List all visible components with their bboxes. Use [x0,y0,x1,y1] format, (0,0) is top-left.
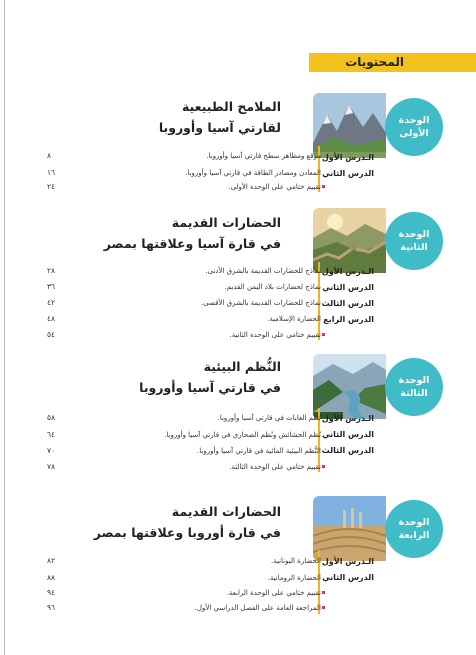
entry-text: تقييم ختامي على الوحدة الرابعة. [226,589,321,597]
page-number: ٦٤ [47,430,56,439]
unit-2-badge: الوحدة الثانية [385,212,443,270]
toc-entry[interactable] [0,296,476,310]
page-number: ٧٠ [47,446,56,455]
entry-text: موقع ومظاهر سطح قارتي آسيا وأوروبا. [206,152,321,160]
amphitheater-photo [313,496,386,561]
toc-entry[interactable] [0,411,476,425]
page-number: ١٦ [47,168,56,177]
entry-text: الحضارة اليونانية. [271,557,321,565]
page-number: ٥٤ [47,330,56,339]
page-number: ٢٤ [47,182,56,191]
toc-entry[interactable] [0,280,476,294]
entry-text: تقييم ختامي على الوحدة الأولى. [228,183,321,191]
toc-entry[interactable] [0,586,476,600]
page-title: المحتويات [345,55,404,69]
unit-3-badge: الوحدة الثالثة [385,358,443,416]
bullet-icon [322,333,325,336]
entry-text: نماذج للحضارات القديمة بالشرق الأدنى. [205,267,321,275]
page-number: ٤٨ [47,314,56,323]
unit-1-title: الملامح الطبيعية لقارتي آسيا وأوروبا [158,99,281,135]
entry-text: النُّظم البيئية المائية في قارتي آسيا وأوروبا. [197,447,321,455]
page-number: ٨ [47,151,52,160]
unit-3-title: النُّظم البيئية في قارتي آسيا وأوروبا [139,359,281,395]
entry-text: نماذج لحضارات بلاد اليمن القديم. [224,283,321,291]
toc-entry[interactable] [0,444,476,458]
lesson-label: الدرس الثاني [322,283,374,292]
toc-entry[interactable] [0,460,476,474]
entry-text: نُظم الغابات في قارتي آسيا وأوروبا. [217,414,321,422]
river-valley-photo [313,354,386,419]
page-number: ٤٢ [47,298,56,307]
unit-4-title: الحضارات القديمة في قارة أوروبا وعلاقتها بمصر [93,504,281,540]
lesson-label: الدرس الرابع [323,315,374,324]
lesson-label: الدرس الثاني [322,430,374,439]
unit-2-title: الحضارات القديمة في قارة آسيا وعلاقتها بمصر [103,215,281,251]
lesson-label: الدرس الثالث [321,446,374,455]
lesson-label: الدرس الثاني [322,169,374,178]
page-number: ٨٢ [47,556,56,565]
entry-text: الحضارة الرومانية. [267,574,321,582]
lesson-label: الـدرس الأول [321,267,374,276]
lesson-label: الـدرس الأول [321,557,374,566]
lesson-label: الدرس الثالث [321,299,374,308]
lesson-label: الـدرس الأول [321,153,374,162]
toc-entry[interactable] [0,554,476,568]
bullet-icon [322,185,325,188]
entry-text: المراجعة العامة على الفصل الدراسي الأول. [194,604,321,612]
bullet-icon [322,465,325,468]
page-number: ٩٤ [47,588,56,597]
lesson-label: الدرس الثاني [322,573,374,582]
page-number: ٥٨ [47,413,56,422]
page-number: ٧٨ [47,462,56,471]
toc-entry[interactable] [0,428,476,442]
entry-text: نُظم الحشائش ونُظم الصحاري في قارتي آسيا وأوروبا. [164,431,321,439]
entry-text: الحضارة الإسلامية. [267,315,321,323]
entry-text: تقييم ختامي على الوحدة الثالثة. [229,463,321,471]
toc-entry[interactable] [0,571,476,585]
toc-entry[interactable] [0,166,476,180]
lesson-label: الـدرس الأول [321,414,374,423]
page-number: ٢٨ [47,266,56,275]
unit-1-badge: الوحدة الأولى [385,98,443,156]
toc-entry[interactable] [0,149,476,163]
unit-4-badge: الوحدة الرابعة [385,500,443,558]
toc-entry[interactable] [0,312,476,326]
entry-text: نماذج للحضارات القديمة بالشرق الأقصى. [201,299,321,307]
toc-entry[interactable] [0,264,476,278]
entry-text: المعادن ومصادر الطاقة في قارتي آسيا وأوروبا. [185,169,321,177]
toc-entry[interactable] [0,180,476,194]
page-number: ٣٦ [47,282,56,291]
page-number: ٩٦ [47,603,56,612]
bullet-icon [322,591,325,594]
toc-entry[interactable] [0,601,476,615]
toc-entry[interactable] [0,328,476,342]
entry-text: تقييم ختامي على الوحدة الثانية. [229,331,321,339]
bullet-icon [322,606,325,609]
page-number: ٨٨ [47,573,56,582]
contents-header-bar [309,53,476,72]
